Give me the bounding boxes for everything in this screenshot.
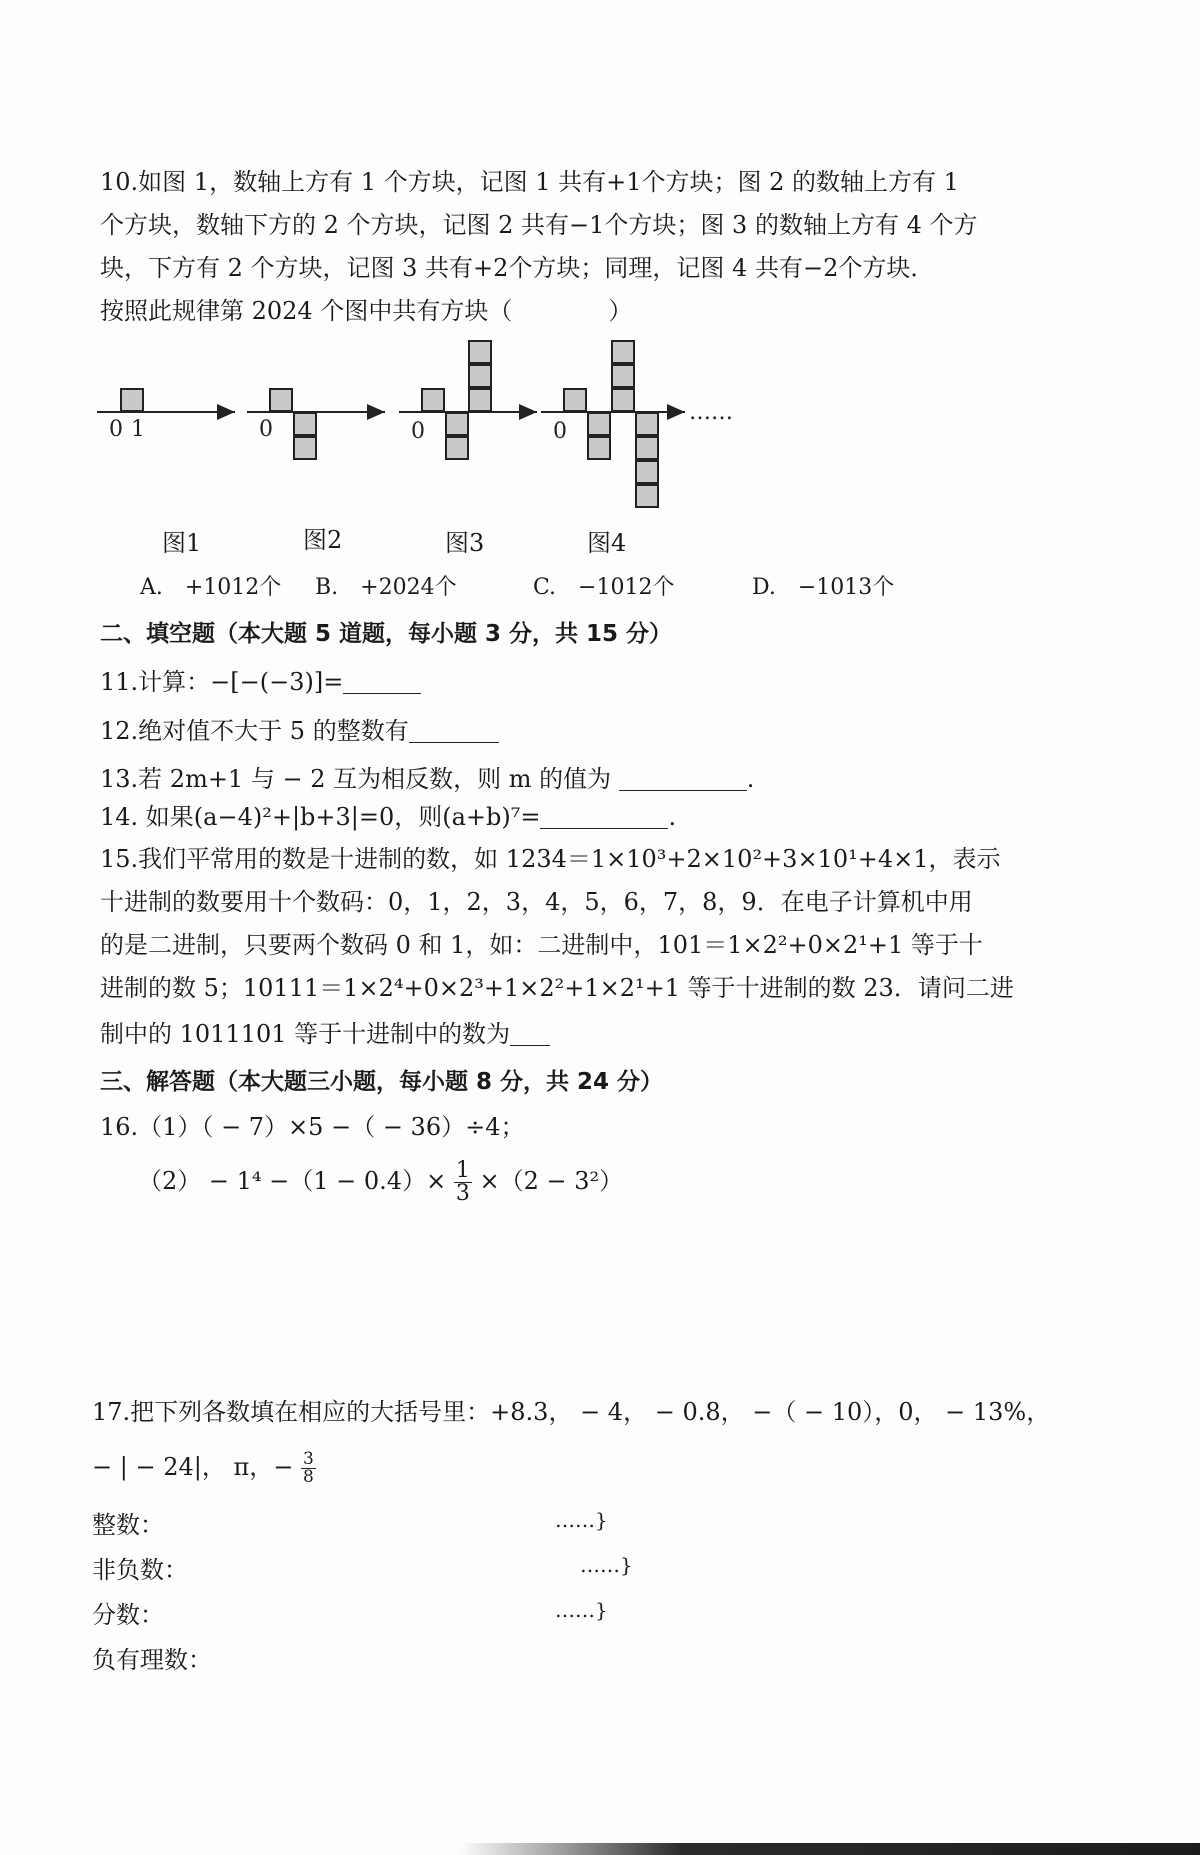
section3-heading: 三、解答题（本大题三小题，每小题 8 分，共 24 分） (100, 1069, 664, 1095)
fig4-block (612, 365, 634, 387)
fig3-block (469, 341, 491, 363)
q10-line-4: 按照此规律第 2024 个图中共有方块（ ） (100, 297, 633, 325)
category-nonnegative-end: ……} (580, 1553, 633, 1577)
q14 (100, 800, 676, 834)
q15-answer-blank[interactable] (510, 1021, 550, 1046)
q12-text: 12.绝对值不大于 5 的整数有 (100, 717, 409, 745)
category-nonnegative-label: 非负数： (92, 1556, 188, 1584)
q16-part1: 16.（1）（ − 7）×5 −（ − 36）÷4； (100, 1113, 525, 1141)
fig3-block (446, 437, 468, 459)
fig1-block (121, 389, 143, 411)
figure-label-1: 图1 (162, 529, 202, 557)
fig4-block (564, 389, 586, 411)
fig4-block (612, 341, 634, 363)
q14-end: . (668, 803, 677, 831)
category-integers-label: 整数： (92, 1511, 164, 1539)
q11-answer-blank[interactable] (343, 669, 421, 694)
category-fractions-label: 分数： (92, 1601, 164, 1629)
choice-b: B. +2024个 (315, 575, 457, 600)
q12 (100, 714, 499, 748)
q15-line-5 (100, 1017, 550, 1051)
q11 (100, 665, 421, 699)
category-fractions-end: ……} (555, 1598, 608, 1622)
fig3-tick-0: 0 (411, 419, 425, 444)
figure-label-3: 图3 (445, 529, 485, 557)
fig4-block (636, 485, 658, 507)
q16-part2-pre: （2） − 1⁴ −（1 − 0.4）× (138, 1167, 447, 1195)
fig4-block (612, 389, 634, 411)
q17-fraction (301, 1451, 316, 1486)
fig4-block (636, 413, 658, 435)
q17-line-2-pre: − | − 24|， π，− (92, 1453, 294, 1481)
fig4-block (636, 461, 658, 483)
q15-line-3: 的是二进制，只要两个数码 0 和 1，如：二进制中，101＝1×2²+0×2¹+1 等于十 (100, 931, 983, 959)
category-integers-end: ……} (555, 1508, 608, 1532)
q10-line-2: 个方块，数轴下方的 2 个方块，记图 2 共有−1个方块；图 3 的数轴上方有 4 个方 (100, 211, 978, 239)
q13-text: 13.若 2m+1 与 − 2 互为相反数，则 m 的值为 (100, 765, 612, 793)
fig3-block (469, 365, 491, 387)
q17-line-1: 17.把下列各数填在相应的大括号里：+8.3， − 4， − 0.8， −（ − 10），0， − 13%， (92, 1398, 1051, 1426)
q15-line-5-text: 制中的 1011101 等于十进制中的数为 (100, 1020, 511, 1048)
q13-answer-blank[interactable] (619, 766, 747, 791)
fig2-block (294, 437, 316, 459)
scan-edge-shadow (460, 1843, 1200, 1855)
q17-fraction-numerator: 3 (302, 1449, 314, 1469)
q16-part2-post: ×（2 − 3²） (479, 1167, 624, 1195)
q16-fraction-denominator: 3 (455, 1181, 470, 1206)
q10-line-1: 10.如图 1，数轴上方有 1 个方块，记图 1 共有+1个方块；图 2 的数轴上方有 1 (100, 168, 959, 196)
category-negative-rational-label: 负有理数： (92, 1646, 212, 1674)
fig4-block (636, 437, 658, 459)
fig3-block (446, 413, 468, 435)
fig4-tick-0: 0 (553, 419, 567, 444)
figure-label-2: 图2 (303, 526, 343, 554)
figure-label-4: 图4 (587, 529, 627, 557)
q15-line-2: 十进制的数要用十个数码：0，1，2，3，4，5，6，7，8，9．在电子计算机中用 (100, 888, 973, 916)
q11-expression: −[−(−3)]= (210, 668, 344, 696)
q16-fraction-numerator: 1 (455, 1158, 470, 1183)
fig3-block (422, 389, 444, 411)
q10-figure (95, 335, 855, 515)
q11-prefix: 11.计算： (100, 668, 211, 696)
q17-fraction-denominator: 8 (302, 1467, 314, 1487)
q13 (100, 762, 754, 796)
q14-text: 14. 如果(a−4)²+|b+3|=0，则(a+b)⁷= (100, 803, 541, 831)
section2-heading: 二、填空题（本大题 5 道题，每小题 3 分，共 15 分） (100, 621, 673, 647)
fig3-block (469, 389, 491, 411)
fig2-tick-0: 0 (259, 417, 273, 442)
q15-line-4: 进制的数 5；10111＝1×2⁴+0×2³+1×2²+1×2¹+1 等于十进制的数 23．请问二进 (100, 974, 1014, 1002)
choice-a: A. +1012个 (140, 575, 282, 600)
q15-line-1: 15.我们平常用的数是十进制的数，如 1234＝1×10³+2×10²+3×10¹+4×1，表示 (100, 845, 1001, 873)
figure-ellipsis: …… (689, 400, 733, 425)
q12-answer-blank[interactable] (409, 718, 499, 743)
fig4-block (588, 437, 610, 459)
choice-d: D. −1013个 (752, 575, 895, 600)
q17-line-2 (92, 1450, 316, 1486)
q16-part2 (138, 1160, 623, 1205)
q10-line-3: 块，下方有 2 个方块，记图 3 共有+2个方块；同理，记图 4 共有−2个方块． (100, 254, 935, 282)
q14-answer-blank[interactable] (540, 804, 668, 829)
fig1-tick-0: 0 (109, 417, 123, 442)
fig4-block (588, 413, 610, 435)
fig1-tick-1: 1 (131, 417, 145, 442)
q16-fraction (454, 1160, 472, 1205)
fig2-block (270, 389, 292, 411)
q13-end: . (746, 765, 755, 793)
fig2-block (294, 413, 316, 435)
choice-c: C. −1012个 (533, 575, 675, 600)
